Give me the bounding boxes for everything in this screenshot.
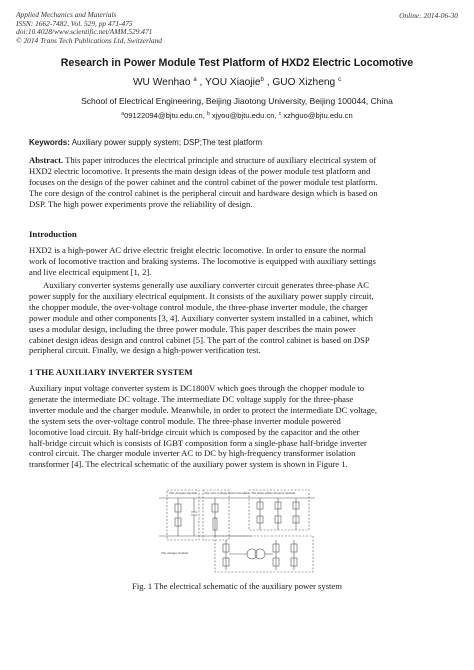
abstract-line: HXD2 electric locomotive. It presents the main design ideas of the power module test platform and — [29, 165, 371, 176]
keywords-text: Auxiliary power supply system; DSP;The test platform — [71, 138, 262, 147]
email-list: $^a$09122094@bjtu.edu.cn, $^b$ xjyou@bjtu.edu.cn, $^c$ xzhguo@bjtu.edu.cn — [121, 111, 353, 120]
author-superscript: c — [338, 77, 342, 83]
email-superscript: a — [121, 111, 125, 117]
author-name: WU Wenhao — [132, 77, 191, 88]
section-1-paragraph — [29, 383, 445, 470]
text-line: half-bridge circuit which is consists of IGBT composition form a single-phase half-bridge inverter — [29, 437, 367, 448]
intro-paragraph-1 — [29, 245, 445, 278]
intro-paragraph-2 — [29, 280, 445, 356]
text-line: HXD2 is a high-power AC drive electric freight electric locomotive. In order to ensure the normal — [29, 245, 366, 255]
section-heading-1: 1 THE AUXILIARY INVERTER SYSTEM — [29, 367, 193, 377]
figure-1-schematic — [157, 484, 317, 574]
journal-doi: doi:10.4028/www.scientific.net/AMM.529.471 — [16, 27, 153, 37]
email-address: 09122094@bjtu.edu.cn — [124, 111, 203, 120]
keywords — [29, 138, 262, 147]
text-line: transformer [4]. The electrical schematic of the auxiliary power system is shown in Figure 1. — [29, 459, 348, 470]
section-heading-introduction: Introduction — [29, 229, 77, 239]
text-line: generate the intermediate DC voltage. The intermediate DC voltage supply for the three-phase — [29, 393, 354, 404]
text-line: Auxiliary input voltage converter system is DC1800V which goes through the chopper module to — [29, 383, 365, 393]
author-list: WU Wenhao $^a$ , YOU Xiaojie$^b$ , GUO Xizheng $^c$ — [132, 77, 342, 88]
text-line: Auxiliary converter systems generally use auxiliary converter circuit generates three-phase AC — [43, 280, 369, 290]
journal-name: Applied Mechanics and Materials — [16, 10, 117, 19]
text-line: cabinet design ideas design and control cabinet [5]. The part of the control cabinet is based on DSP — [29, 334, 370, 345]
abstract — [29, 155, 445, 210]
journal-copyright: © 2014 Trans Tech Publications Ltd, Switzerland — [16, 35, 162, 45]
online-date: Online: 2014-06-30 — [399, 11, 458, 20]
paper-title: Research in Power Module Test Platform of HXD2 Electric Locomotive — [60, 57, 414, 69]
circuit-schematic — [157, 484, 317, 574]
abstract-line: focuses on the design of the power cabinet and the control cabinet of the power module test platform. — [29, 176, 378, 187]
author-superscript: a — [193, 77, 197, 83]
abstract-line — [29, 155, 445, 166]
author-name: YOU Xiaojie — [205, 77, 261, 88]
journal-issn: ISSN: 1662-7482, Vol. 529, pp 471-475 — [16, 18, 133, 28]
chopper-module-label: The chopper module — [169, 491, 198, 495]
inverter-module-label: The three-phase inverter module — [251, 491, 296, 495]
email-superscript: b — [206, 111, 210, 117]
text-line: and live electrical equipment [1, 2]. — [29, 266, 152, 277]
text-line: inverter module and the charger module. Meanwhile, in order to protect the intermediate DC voltage, — [29, 404, 378, 415]
author-superscript: b — [260, 77, 264, 83]
text-line: uses a modular design, including the three power module. This paper describes the main power — [29, 323, 356, 334]
text-line: peripheral circuit. Finally, we design a high-power verification test. — [29, 345, 261, 356]
text-line: the system sets the over-voltage control module. The three-phase inverter module powered — [29, 415, 341, 426]
abstract-line: The core design of the control cabinet is the peripheral circuit and hardware design which is based on — [29, 187, 378, 198]
email-superscript: c — [278, 111, 282, 117]
text-line: work of locomotive traction and braking systems. The locomotive is equipped with auxiliary settings — [29, 255, 376, 266]
abstract-line: DSP. The high power experiments prove the reliability of design. — [29, 198, 253, 209]
keywords-label: Keywords: — [29, 138, 70, 147]
affiliation: School of Electrical Engineering, Beijing Jiaotong University, Beijing 100044, China — [81, 96, 393, 106]
text-line: control circuit. The charger module inverter AC to DC by high-frequency transformer isolation — [29, 448, 356, 459]
text-line: locomotive load circuit. By half-bridge circuit which is composed by the capacitor and the other — [29, 426, 360, 437]
email-address: xjyou@bjtu.edu.cn — [211, 111, 275, 120]
author-name: GUO Xizheng — [272, 77, 336, 88]
text-line: the chopper module, the over-voltage control module, the three-phase inverter module, the charger — [29, 301, 368, 312]
charger-module-label: The charger module — [161, 551, 189, 555]
overvoltage-module-label: The over-voltage control module — [204, 491, 249, 495]
text-line: power module and other components [3, 4]. Auxiliary converter system installed in a cabinet, which — [29, 312, 373, 323]
abstract-text: This paper introduces the electrical principle and structure of auxiliary electrical system of — [63, 155, 377, 165]
text-line: power supply for the auxiliary electrical equipment. It consists of the auxiliary power supply circuit, — [29, 290, 374, 301]
figure-1-caption: Fig. 1 The electrical schematic of the auxiliary power system — [132, 581, 342, 591]
email-address: xzhguo@bjtu.edu.cn — [283, 111, 353, 120]
journal-metadata — [16, 11, 162, 45]
abstract-label: Abstract. — [29, 155, 64, 165]
